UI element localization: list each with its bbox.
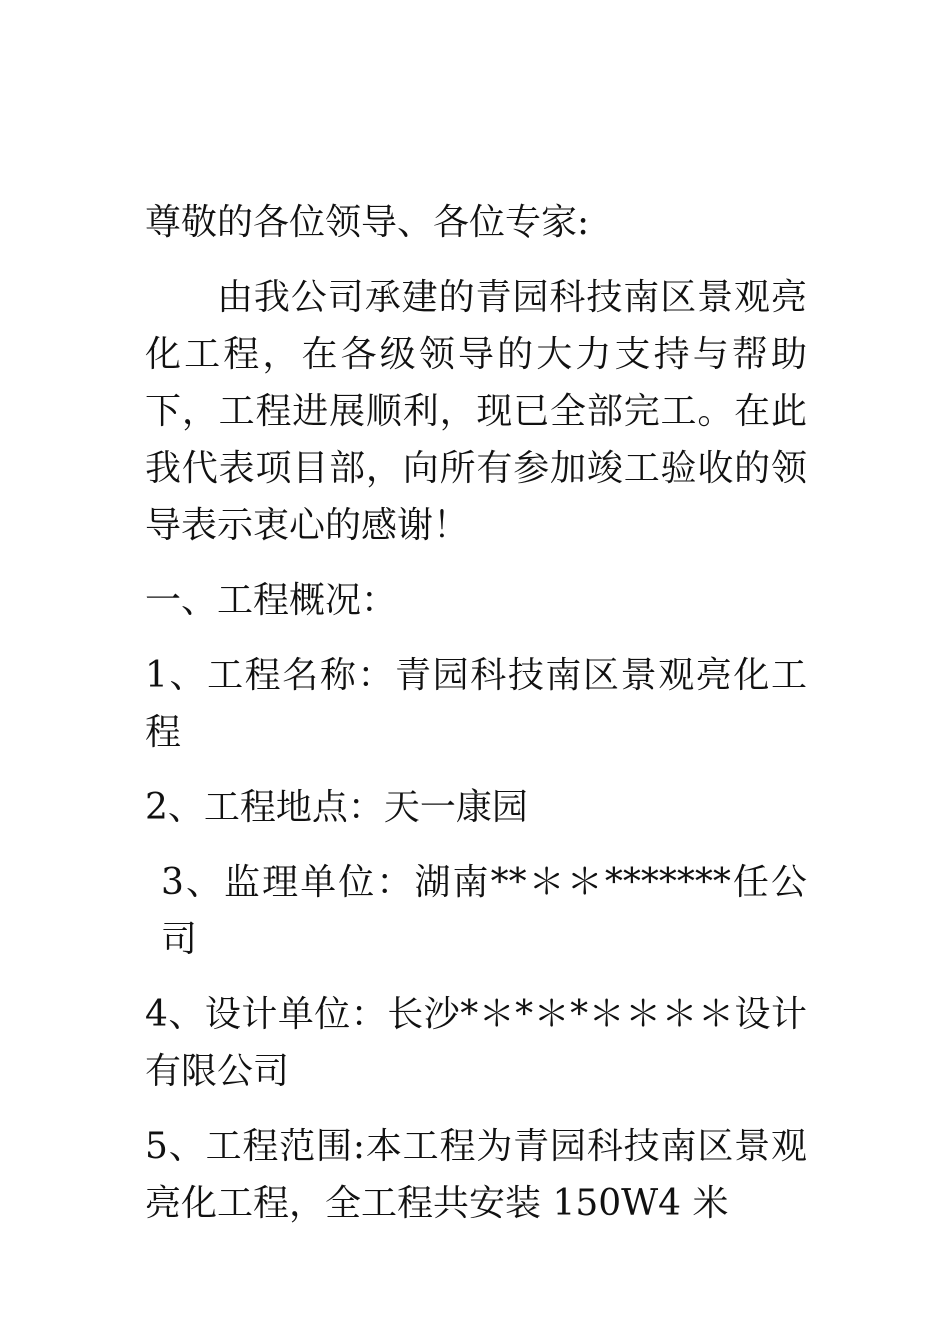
- intro-paragraph: 由我公司承建的青园科技南区景观亮化工程，在各级领导的大力支持与帮助下，工程进展顺利，现已全部完工。在此我代表项目部，向所有参加竣工验收的领导表示衷心的感谢！: [145, 277, 807, 546]
- section-heading: 一、工程概况：: [145, 580, 398, 621]
- list-item-supervisor: 3、监理单位：湖南**＊＊*******任公司: [161, 862, 807, 960]
- document-body: [145, 194, 807, 1250]
- salutation: 尊敬的各位领导、各位专家:: [145, 202, 590, 243]
- list-item-scope: 5、工程范围:本工程为青园科技南区景观亮化工程，全工程共安装 150W4 米: [145, 1126, 807, 1224]
- list-item-project-location: 2、工程地点：天一康园: [145, 787, 528, 828]
- list-item-designer: 4、设计单位：长沙*＊*＊*＊＊＊＊设计有限公司: [145, 994, 807, 1092]
- list-item-project-name: 1、工程名称：青园科技南区景观亮化工程: [145, 655, 807, 753]
